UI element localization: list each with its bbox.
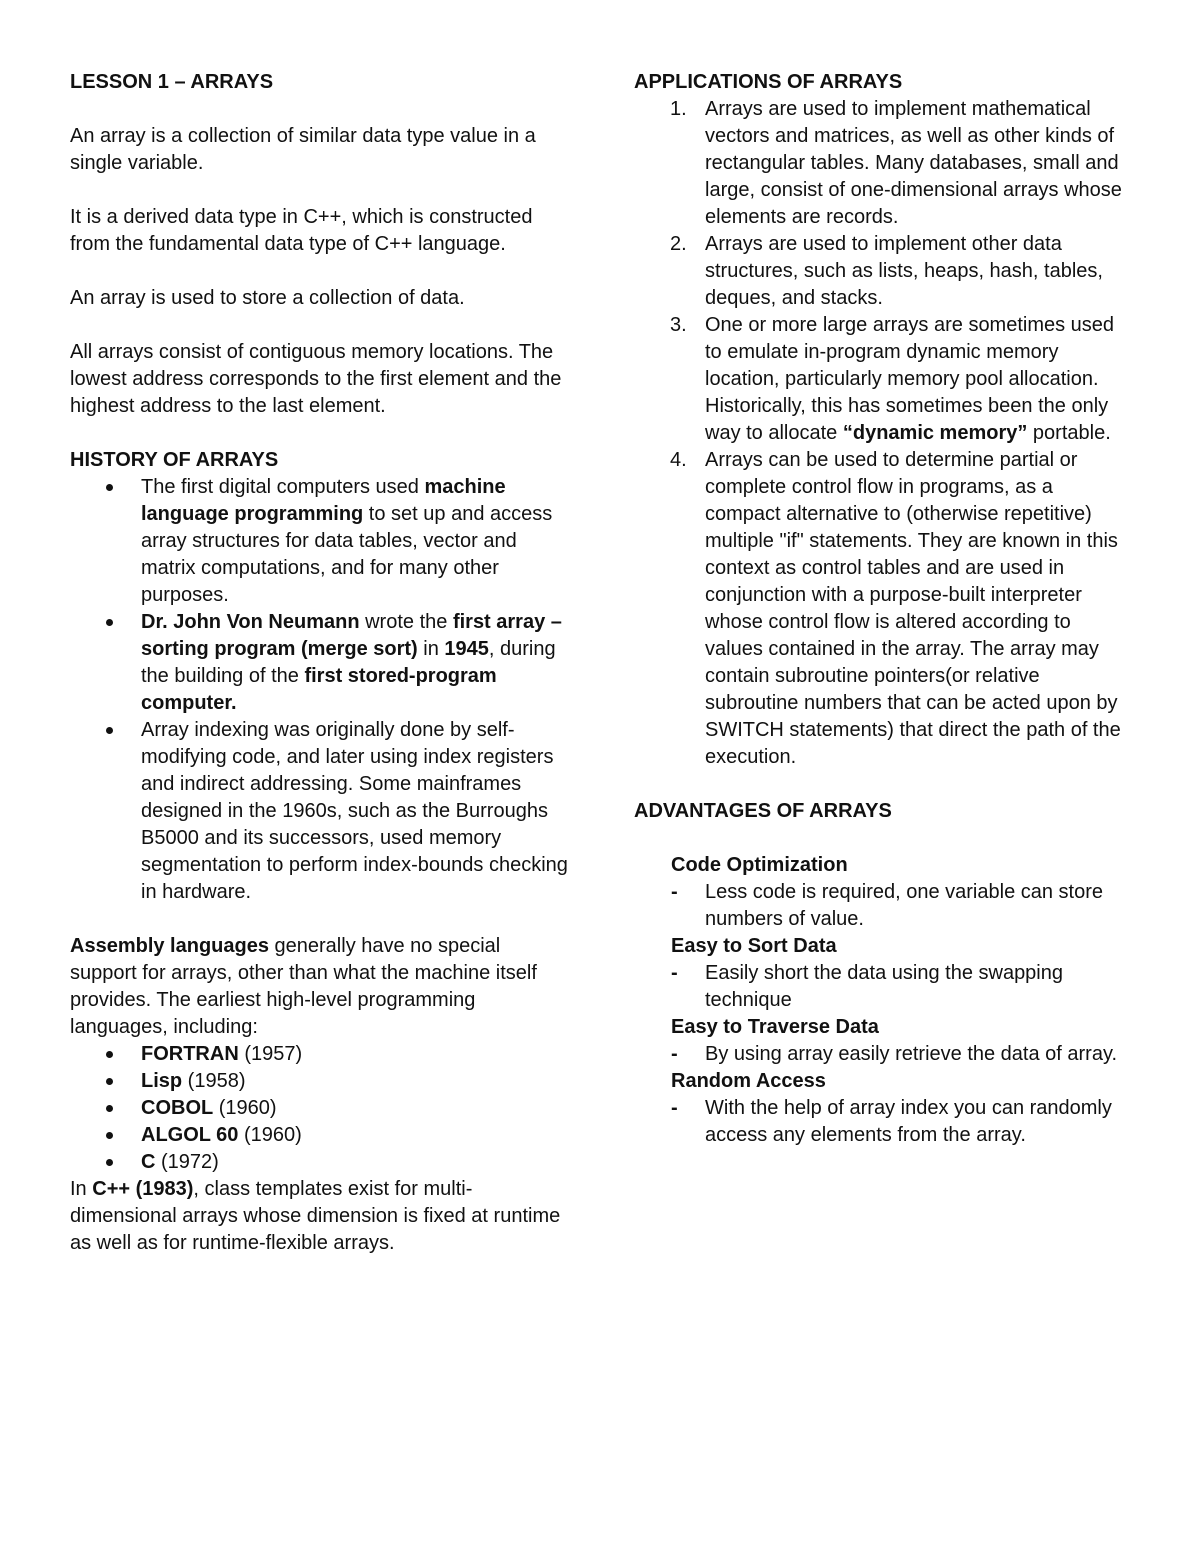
list-item: FORTRAN (1957) [70,1041,570,1068]
list-number: 2. [670,233,687,255]
advantage-title: Random Access [671,1070,826,1092]
advantage-item: - Less code is required, one variable can store numbers of value. [671,881,1104,930]
advantage-title: Easy to Traverse Data [671,1016,879,1038]
list-item: The first digital computers used machine language programming to set up and access array structures for data tables, vector and matrix computations, and for many other purposes. [70,474,570,609]
advantage-item: - With the help of array index you can randomly access any elements from the array. [671,1097,1112,1146]
bullet-icon [106,1132,113,1139]
list-item: 4. Arrays can be used to determine partial or complete control flow in programs, as a compact alternative to (otherwise repetitive) multiple "if" statements. They are known in this context as control tables and are used in conjunction with a purpose-built interpreter whose control flow is altered according to values contained in the array. The array may contain subroutine pointers(or relative subroutine numbers that can be acted upon by SWITCH statements) that direct the path of the execution. [670,449,1121,768]
advantage-title: Code Optimization [671,854,848,876]
applications-heading: APPLICATIONS OF ARRAYS [634,71,903,93]
intro-paragraph: An array is used to store a collection of data. [70,287,465,309]
right-column [634,69,1134,1149]
intro-paragraph: An array is a collection of similar data type value in a single variable. [70,125,536,174]
applications-list [634,96,1134,771]
dash-icon: - [671,962,678,984]
advantage-item: - By using array easily retrieve the data of array. [634,1041,1134,1068]
cpp-paragraph: In C++ (1983), class templates exist for multi-dimensional arrays whose dimension is fixed at runtime as well as for runtime-flexible arrays. [70,1178,561,1254]
list-item: 3. One or more large arrays are sometimes used to emulate in-program dynamic memory location, particularly memory pool allocation. Historically, this has sometimes been the only way to allocate “dynamic memory” portable. [670,314,1115,444]
list-item: Lisp (1958) [70,1068,570,1095]
bullet-icon [106,484,113,491]
languages-list [70,1041,570,1176]
history-heading: HISTORY OF ARRAYS [70,449,279,471]
dash-icon: - [671,1043,678,1065]
list-item: ALGOL 60 (1960) [70,1122,570,1149]
list-item: C (1972) [70,1149,570,1176]
list-number: 4. [670,449,687,471]
list-item: Array indexing was originally done by self-modifying code, and later using index registers and indirect addressing. Some mainframes designed in the 1960s, such as the Burroughs B5000 and its successors, used memory segmentation to perform index-bounds checking in hardware. [70,717,570,906]
bullet-icon [106,1159,113,1166]
list-number: 3. [670,314,687,336]
bullet-icon [106,619,113,626]
left-column [70,69,570,1257]
bullet-icon [106,1051,113,1058]
dash-icon: - [671,881,678,903]
bullet-icon [106,1078,113,1085]
list-item: Dr. John Von Neumann wrote the first array – sorting program (merge sort) in 1945, during the building of the first stored-program computer. [70,609,570,717]
advantages-list [634,852,1134,1149]
history-list [70,474,570,906]
bullet-icon [106,727,113,734]
assembly-paragraph: Assembly languages generally have no special support for arrays, other than what the machine itself provides. The earliest high-level programming languages, including: [70,935,537,1038]
advantages-heading: ADVANTAGES OF ARRAYS [634,800,892,822]
bullet-icon [106,1105,113,1112]
list-item: COBOL (1960) [70,1095,570,1122]
lesson-title: LESSON 1 – ARRAYS [70,71,274,93]
intro-paragraph: All arrays consist of contiguous memory locations. The lowest address corresponds to the first element and the highest address to the last element. [70,341,562,417]
list-item: 2. Arrays are used to implement other data structures, such as lists, heaps, hash, tables, deques, and stacks. [670,233,1103,309]
advantage-title: Easy to Sort Data [671,935,837,957]
list-number: 1. [670,98,687,120]
list-item: 1. Arrays are used to implement mathematical vectors and matrices, as well as other kinds of rectangular tables. Many databases, small and large, consist of one-dimensional arrays whose elements are records. [670,98,1122,228]
dash-icon: - [671,1097,678,1119]
advantage-item: - Easily short the data using the swapping technique [671,962,1063,1011]
intro-paragraph: It is a derived data type in C++, which is constructed from the fundamental data type of C++ language. [70,206,533,255]
